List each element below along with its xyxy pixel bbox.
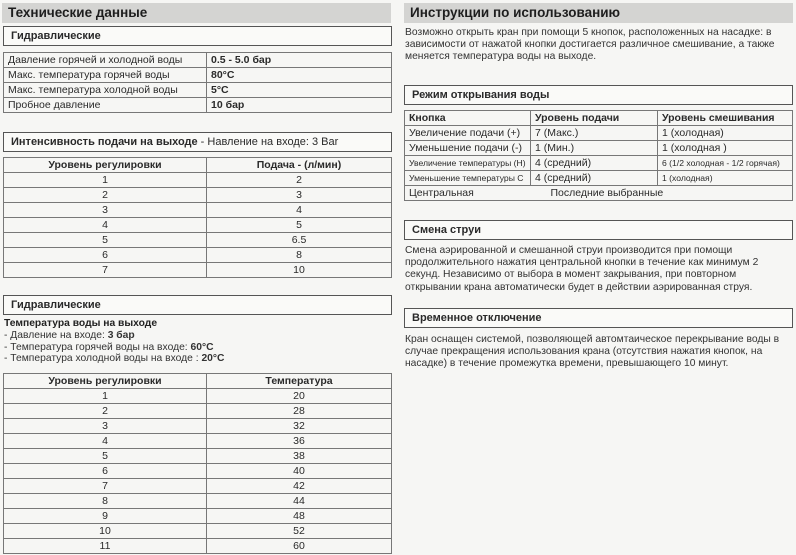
temp-row xyxy=(4,524,392,539)
temp-level-cell: 8 xyxy=(4,494,207,509)
inlet-condition-value: 3 бар xyxy=(107,330,135,342)
left-section-title: Технические данные xyxy=(2,3,391,23)
jet-paragraph xyxy=(405,245,793,294)
hydraulics-label: Пробное давление xyxy=(4,98,207,113)
flow-value-cell: 3 xyxy=(207,188,392,203)
mode-row-central xyxy=(405,186,793,201)
hydraulics-label: Макс. температура горячей воды xyxy=(4,68,207,83)
flow-level-cell: 7 xyxy=(4,263,207,278)
flow-header xyxy=(3,132,392,152)
mode-cell-central-button: Центральная xyxy=(405,186,531,201)
mode-row xyxy=(405,126,793,141)
mode-button-cell: Уменьшение подачи (-) xyxy=(405,141,531,156)
mode-row xyxy=(405,141,793,156)
flow-row xyxy=(4,188,392,203)
temp-value-cell: 38 xyxy=(207,449,392,464)
flow-level-cell: 6 xyxy=(4,248,207,263)
inlet-condition-line xyxy=(4,330,392,342)
temp-value-cell: 60 xyxy=(207,539,392,554)
mode-header xyxy=(404,85,793,105)
temp-row xyxy=(4,404,392,419)
flow-header-title: Интенсивность подачи на выходе xyxy=(11,136,198,148)
temp-level-cell: 11 xyxy=(4,539,207,554)
mode-flow-cell: 4 (средний) xyxy=(531,171,658,186)
hydraulics2-block xyxy=(4,318,392,365)
hydraulics-value: 0.5 - 5.0 бар xyxy=(207,53,392,68)
inlet-condition-text: - Температура холодной воды на входе : xyxy=(4,353,202,365)
mode-mix-cell: 6 (1/2 холодная - 1/2 горячая) xyxy=(658,156,793,171)
mode-flow-cell: 1 (Мин.) xyxy=(531,141,658,156)
temp-value-cell: 32 xyxy=(207,419,392,434)
temp-col-level: Уровень регулировки xyxy=(4,374,207,389)
hydraulics-row xyxy=(4,83,392,98)
flow-row xyxy=(4,233,392,248)
mode-cell-central-value: Последние выбранные xyxy=(531,186,793,201)
temp-level-cell: 4 xyxy=(4,434,207,449)
intro-paragraph xyxy=(405,27,793,64)
temp-row xyxy=(4,464,392,479)
flow-row xyxy=(4,218,392,233)
mode-header-text: Режим открывания воды xyxy=(412,89,550,101)
flow-value-cell: 6.5 xyxy=(207,233,392,248)
temp-level-cell: 1 xyxy=(4,389,207,404)
mode-row xyxy=(405,156,793,171)
temp-value-cell: 40 xyxy=(207,464,392,479)
flow-row xyxy=(4,173,392,188)
inlet-condition-text: - Давление на входе: xyxy=(4,330,108,342)
jet-line: открывании крана автоматически будет в действии аэрированная струя. xyxy=(405,281,753,293)
flow-value-cell: 4 xyxy=(207,203,392,218)
flow-value-cell: 2 xyxy=(207,173,392,188)
mode-row xyxy=(405,171,793,186)
timeout-paragraph xyxy=(405,334,793,371)
temp-row xyxy=(4,449,392,464)
temp-level-cell: 10 xyxy=(4,524,207,539)
timeout-line: насадке) в течение промежутка времени, превышающего 10 минут. xyxy=(405,358,729,370)
mode-col-flow: Уровень подачи xyxy=(531,111,658,126)
hydraulics2-header-text: Гидравлические xyxy=(11,299,101,311)
flow-col-flow: Подача - (л/мин) xyxy=(207,158,392,173)
hydraulics-label: Давление горячей и холодной воды xyxy=(4,53,207,68)
hydraulics-row xyxy=(4,98,392,113)
flow-col-level: Уровень регулировки xyxy=(4,158,207,173)
mode-flow-cell: 4 (средний) xyxy=(531,156,658,171)
temp-row xyxy=(4,539,392,554)
temp-col-temperature: Температура xyxy=(207,374,392,389)
jet-header xyxy=(404,220,793,240)
temp-level-cell: 2 xyxy=(4,404,207,419)
hydraulics-row xyxy=(4,53,392,68)
hydraulics-label: Макс. температура холодной воды xyxy=(4,83,207,98)
flow-table xyxy=(3,157,392,278)
mode-col-mix: Уровень смешивания xyxy=(658,111,793,126)
intro-line: Возможно открыть кран при помощи 5 кнопок, расположенных на насадке: в xyxy=(405,27,772,38)
timeout-header xyxy=(404,308,793,328)
flow-row xyxy=(4,248,392,263)
temp-value-cell: 48 xyxy=(207,509,392,524)
temp-value-cell: 42 xyxy=(207,479,392,494)
temp-row xyxy=(4,494,392,509)
temp-level-cell: 7 xyxy=(4,479,207,494)
mode-col-button: Кнопка xyxy=(405,111,531,126)
flow-row xyxy=(4,203,392,218)
temp-row xyxy=(4,479,392,494)
temp-level-cell: 6 xyxy=(4,464,207,479)
mode-button-cell: Увеличение температуры (H) xyxy=(405,156,531,171)
mode-table xyxy=(404,110,793,201)
jet-line: секунд. Независимо от выбора в момент закрывания, при повторном xyxy=(405,269,737,281)
flow-value-cell: 10 xyxy=(207,263,392,278)
temp-value-cell: 36 xyxy=(207,434,392,449)
flow-level-cell: 5 xyxy=(4,233,207,248)
temp-value-cell: 28 xyxy=(207,404,392,419)
temp-value-cell: 44 xyxy=(207,494,392,509)
flow-level-cell: 1 xyxy=(4,173,207,188)
jet-line: продолжительного нажатия центральной кнопки в течение как минимум 2 xyxy=(405,257,759,269)
inlet-condition-text: - Температура горячей воды на входе: xyxy=(4,341,191,353)
flow-level-cell: 4 xyxy=(4,218,207,233)
hydraulics-row xyxy=(4,68,392,83)
temp-level-cell: 9 xyxy=(4,509,207,524)
temp-value-cell: 52 xyxy=(207,524,392,539)
timeout-line: Кран оснащен системой, позволяющей автомтаическое перекрывание воды в xyxy=(405,334,780,345)
mode-button-cell: Увеличение подачи (+) xyxy=(405,126,531,141)
mode-flow-cell: 7 (Макс.) xyxy=(531,126,658,141)
temp-value-cell: 20 xyxy=(207,389,392,404)
flow-row xyxy=(4,263,392,278)
inlet-condition-line xyxy=(4,353,392,365)
hydraulics-table xyxy=(3,52,392,113)
mode-mix-cell: 1 (холодная) xyxy=(658,126,793,141)
timeout-header-text: Временное отключение xyxy=(412,312,542,324)
temp-row xyxy=(4,419,392,434)
mode-button-cell: Уменьшение температуры C xyxy=(405,171,531,186)
flow-header-pressure: - Навление на входе: 3 Bar xyxy=(197,136,339,148)
hydraulics-value: 10 бар xyxy=(207,98,392,113)
inlet-condition-value: 20°C xyxy=(201,353,225,365)
right-section-title: Инструкции по использованию xyxy=(404,3,793,23)
flow-value-cell: 8 xyxy=(207,248,392,263)
outlet-temp-subtitle: Температура воды на выходе xyxy=(4,318,158,329)
temp-level-cell: 3 xyxy=(4,419,207,434)
jet-line: Смена аэрированной и смешанной струи производится при помощи xyxy=(405,245,733,256)
timeout-line: случае прекращения использования крана (отсутствия нажатия кнопок, на xyxy=(405,346,763,358)
flow-level-cell: 3 xyxy=(4,203,207,218)
jet-header-text: Смена струи xyxy=(412,224,481,236)
hydraulics2-header xyxy=(3,295,392,315)
temp-level-cell: 5 xyxy=(4,449,207,464)
intro-line: зависимости от нажатой кнопки достигается различное смешивание, а также xyxy=(405,39,775,51)
flow-value-cell: 5 xyxy=(207,218,392,233)
temperature-table xyxy=(3,373,392,554)
hydraulics-value: 80°C xyxy=(207,68,392,83)
temp-row xyxy=(4,389,392,404)
inlet-condition-line xyxy=(4,342,392,354)
mode-mix-cell: 1 (холодная ) xyxy=(658,141,793,156)
hydraulics-header-text: Гидравлические xyxy=(11,30,101,42)
temp-row xyxy=(4,434,392,449)
temp-row xyxy=(4,509,392,524)
mode-mix-cell: 1 (холодная) xyxy=(658,171,793,186)
inlet-condition-value: 60°C xyxy=(190,341,214,353)
hydraulics-value: 5°C xyxy=(207,83,392,98)
intro-line: меняется температура воды на выходе. xyxy=(405,51,597,63)
flow-level-cell: 2 xyxy=(4,188,207,203)
hydraulics-header xyxy=(3,26,392,46)
